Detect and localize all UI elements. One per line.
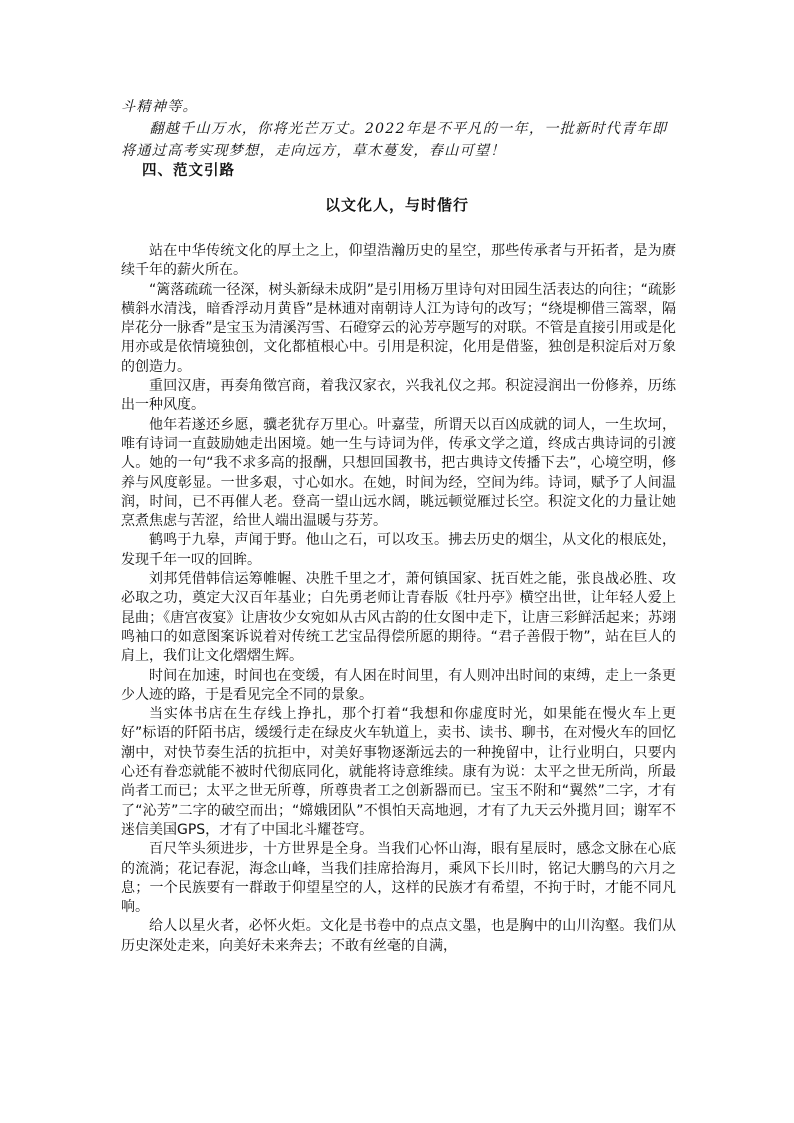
essay-paragraph: 当实体书店在生存线上挣扎，那个打着“我想和你虚度时光，如果能在慢火车上更好”标语的阡陌书店，缓缓行走在绿皮火车轨道上，卖书、读书、聊书，在对慢火车的回忆潮中，对快节奏生活的抗拒中，对美好事物逐渐远去的一种挽留中，让行业明白，只要内心还有眷恋就能不被时代彻底同化，就能将诗意维续。康有为说：太平之世无所尚，所最尚者工而已；太平之世无所尊，所尊贵者工之创新器而已。宝玉不附和“翼然”二字，才有了“沁芳”二字的破空而出；“嫦娥团队”不惧怕天高地迥，才有了九天云外揽月回；谢军不迷信美国GPS，才有了中国北斗耀苍穹。 (121, 706, 676, 838)
essay-paragraph: 给人以星火者，必怀火炬。文化是书卷中的点点文墨，也是胸中的山川沟壑。我们从历史深处走来，向美好未来奔去；不敢有丝毫的自满， (121, 918, 676, 954)
essay-paragraph: 百尺竿头须进步，十方世界是全身。当我们心怀山海，眼有星辰时，感念文脉在心底的流淌；花记春泥，海念山峰，当我们挂席拾海月，乘风下长川时，铭记大鹏鸟的六月之息；一个民族要有一群敢于仰望星空的人，这样的民族才有希望，不拘于时，才能不同凡响。 (121, 841, 676, 916)
essay-paragraph: 鹤鸣于九皋，声闻于野。他山之石，可以攻玉。拂去历史的烟尘，从文化的根底处，发现千年一叹的回眸。 (121, 532, 676, 568)
essay-paragraph: 他年若遂还乡愿，骥老犹存万里心。叶嘉莹，所谓天以百凶成就的词人，一生坎坷，唯有诗词一直鼓励她走出困境。她一生与诗词为伴，传承文学之道，终成古典诗词的引渡人。她的一句“我不求多高的报酬，只想回国教书，把古典诗文传播下去”，心境空明，修养与风度彰显。一世多艰，寸心如水。在她，时间为经，空间为纬。诗词，赋予了人间温润，时间，已不再催人老。登高一望山远水阔，眺远顿觉雁过长空。积淀文化的力量让她烹煮焦虑与苦涩，给世人端出温暖与芬芳。 (121, 416, 676, 530)
intro-text (121, 96, 681, 162)
essay-body (121, 242, 676, 956)
essay-paragraph: 重回汉唐，再奏角徵宫商，着我汉家衣，兴我礼仪之邦。积淀浸润出一份修养，历练出一种风度。 (121, 378, 676, 414)
essay-paragraph: “篱落疏疏一径深，树头新绿未成阴”是引用杨万里诗句对田园生活表达的向往；“疏影横斜水清浅，暗香浮动月黄昏”是林逋对南朝诗人江为诗句的改写；“绕堤柳借三篙翠，隔岸花分一脉香”是宝玉为清溪泻雪、石磴穿云的沁芳亭题写的对联。不管是直接引用或是化用亦或是依情境独创，文化都植根心中。引用是积淀，化用是借鉴，独创是积淀后对万象的创造力。 (121, 281, 676, 375)
essay-paragraph: 时间在加速，时间也在变缓，有人困在时间里，有人则冲出时间的束缚，走上一条更少人迹的路，于是看见完全不同的景象。 (121, 667, 676, 703)
essay-title: 以文化人，与时偕行 (324, 196, 469, 214)
essay-paragraph: 刘邦凭借韩信运筹帷幄、决胜千里之才，萧何镇国家、抚百姓之能，张良战必胜、攻必取之功，奠定大汉百年基业；白先勇老师让青春版《牡丹亭》横空出世，让年轻人爱上昆曲；《唐宫夜宴》让唐妆少女宛如从古风古韵的仕女图中走下，让唐三彩鲜活起来；苏翊鸣袖口的如意图案诉说着对传统工艺宝品得偿所愿的期待。“君子善假于物”，站在巨人的肩上，我们让文化熠熠生辉。 (121, 571, 676, 665)
intro-line: 斗精神等。 (121, 99, 198, 115)
essay-paragraph: 站在中华传统文化的厚土之上，仰望浩瀚历史的星空，那些传承者与开拓者，是为赓续千年的薪火所在。 (121, 243, 676, 279)
intro-paragraph: 翻越千山万水，你将光芒万丈。2022年是不平凡的一年，一批新时代青年即将通过高考实现梦想，走向远方，草木蔓发，春山可望！ (121, 121, 668, 159)
section-heading: 四、范文引路 (142, 163, 235, 179)
